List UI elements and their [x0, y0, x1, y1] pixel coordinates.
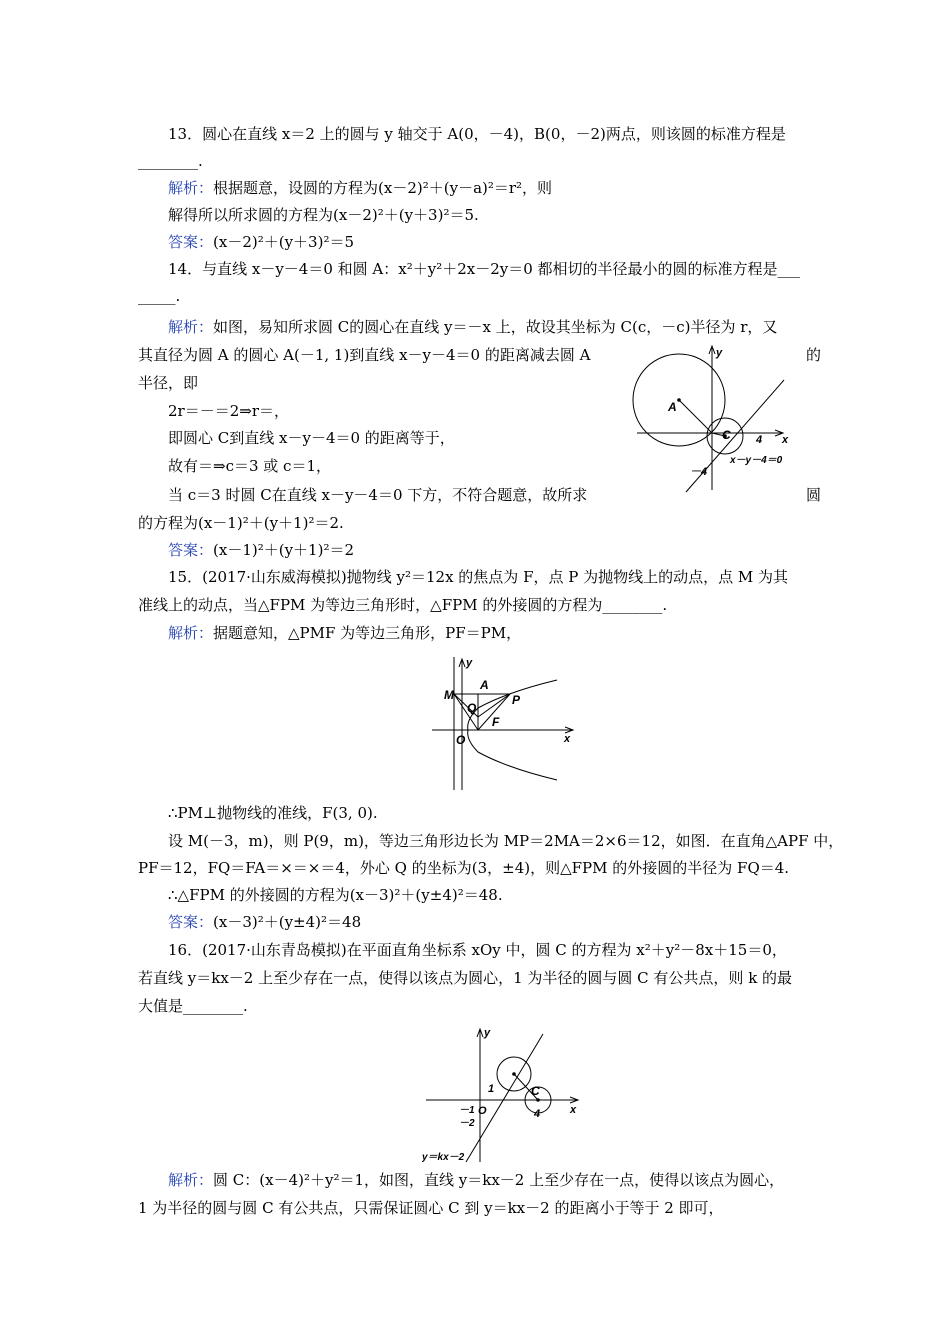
q13-stem-line1: 13．圆心在直线 x＝2 上的圆与 y 轴交于 A(0，－4)，B(0，－2)两点，则该圆的标准方程是 [168, 125, 786, 143]
point-m-label: M [444, 688, 454, 702]
analysis-label: 解析： [168, 624, 214, 642]
q16-stem-line3: 大值是________. [138, 997, 248, 1015]
q15-analysis-3: 设 M(－3，m)，则 P(9，m)，等边三角形边长为 MP＝2MA＝2×6＝12，如图．在直角△APF 中， [168, 832, 844, 850]
q15-analysis-4: PF＝12，FQ＝FA＝×＝×＝4，外心 Q 的坐标为(3，±4)，则△FPM 的外接圆的半径为 FQ＝4. [138, 859, 790, 877]
q14-analysis-text: 如图，易知所求圆 C的圆心在直线 y＝－x 上，故设其坐标为 C(c，－c)半径为 r，又 [213, 318, 778, 336]
tick-neg2-label: －2 [459, 1118, 475, 1129]
x-label: x [782, 434, 789, 446]
analysis-label: 解析： [168, 1171, 214, 1189]
q14-analysis-2a: 其直径为圆 A 的圆心 A(－1, 1)到直线 x－y－4＝0 的距离减去圆 A [138, 346, 591, 364]
line-equation-label: x－y－4＝0 [730, 455, 783, 466]
point-a-label: A [668, 400, 677, 414]
tick-neg4-label: －4 [690, 466, 708, 478]
line-equation-label: y＝kx－2 [422, 1152, 465, 1163]
q15-analysis-text: 据题意知，△PMF 为等边三角形，PF＝PM， [213, 624, 522, 642]
q14-analysis-2b: 的 [806, 346, 822, 364]
analysis-label: 解析： [168, 318, 214, 336]
x-label: x [570, 1104, 577, 1116]
q13-analysis-text: 根据题意，设圆的方程为(x－2)²＋(y－a)²＝r²，则 [213, 179, 553, 197]
q14-stem-line1: 14．与直线 x－y－4＝0 和圆 A：x²＋y²＋2x－2y＝0 都相切的半径最小的圆的标准方程是___ [168, 260, 801, 278]
point-f-label: F [492, 715, 500, 729]
y-label: y [484, 1027, 491, 1039]
q14-analysis-7a: 当 c＝3 时圆 C在直线 x－y－4＝0 下方，不符合题意，故所求 [168, 486, 588, 504]
q13-answer-text: (x－2)²＋(y＋3)²＝5 [213, 233, 355, 251]
q15-stem-line2: 准线上的动点，当△FPM 为等边三角形时，△FPM 的外接圆的方程为________. [138, 596, 668, 614]
point-q-label: Q [467, 701, 477, 715]
tick-1-label: 1 [488, 1083, 495, 1095]
q16-stem-line2: 若直线 y＝kx－2 上至少存在一点，使得以该点为圆心，1 为半径的圆与圆 C 有公共点，则 k 的最 [138, 969, 793, 987]
q14-analysis-3: 半径，即 [138, 374, 199, 392]
q14-analysis-5: 即圆心 C到直线 x－y－4＝0 的距离等于， [168, 429, 455, 447]
origin-label: O [478, 1105, 487, 1117]
q15-answer [168, 912, 361, 932]
q15-analysis-1 [168, 623, 521, 643]
tick-4-label: 4 [756, 434, 763, 446]
q15-analysis-2: ∴PM⊥抛物线的准线，F(3, 0). [168, 804, 378, 822]
q16-stem-line1: 16．(2017·山东青岛模拟)在平面直角坐标系 xOy 中，圆 C 的方程为 x²＋y²－8x＋15＝0， [168, 941, 787, 959]
q14-analysis-6: 故有＝⇒c＝3 或 c＝1， [168, 457, 331, 475]
q16-figure [422, 1024, 582, 1164]
q14-analysis-4: 2r＝－＝2⇒r＝， [168, 402, 289, 420]
q15-figure [432, 652, 582, 792]
q14-figure [632, 340, 802, 495]
y-label: y [466, 657, 473, 669]
x-label: x [564, 733, 571, 745]
q14-analysis-8: 的方程为(x－1)²＋(y＋1)²＝2. [138, 514, 344, 532]
q13-blank: ________. [138, 152, 203, 170]
q14-answer-text: (x－1)²＋(y＋1)²＝2 [213, 541, 355, 559]
q15-stem-line1: 15．(2017·山东威海模拟)抛物线 y²＝12x 的焦点为 F，点 P 为抛物线上的动点，点 M 为其 [168, 568, 789, 586]
q16-analysis-1 [168, 1170, 784, 1190]
q14-analysis-7b: 圆 [806, 486, 822, 504]
answer-label: 答案： [168, 541, 214, 559]
point-a-label: A [480, 678, 489, 692]
origin-label: O [456, 733, 466, 747]
answer-label: 答案： [168, 913, 214, 931]
q14-answer [168, 540, 354, 560]
q16-analysis-2: 1 为半径的圆与圆 C 有公共点，只需保证圆心 C 到 y＝kx－2 的距离小于等于 2 即可， [138, 1199, 724, 1217]
q13-answer [168, 232, 354, 252]
q15-analysis-5: ∴△FPM 的外接圆的方程为(x－3)²＋(y±4)²＝48. [168, 886, 503, 904]
analysis-label: 解析： [168, 179, 214, 197]
q14-analysis-1 [168, 317, 777, 337]
q15-answer-text: (x－3)²＋(y±4)²＝48 [213, 913, 362, 931]
q16-analysis-text: 圆 C：(x－4)²＋y²＝1，如图，直线 y＝kx－2 上至少存在一点，使得以该点为圆心， [213, 1171, 785, 1189]
tick-neg1-label: －1 [459, 1105, 475, 1116]
q13-analysis-1 [168, 178, 552, 198]
point-p-label: P [512, 693, 521, 707]
q13-analysis-2: 解得所以所求圆的方程为(x－2)²＋(y＋3)²＝5. [168, 206, 479, 224]
answer-label: 答案： [168, 233, 214, 251]
point-c-label: C [722, 428, 731, 442]
y-label: y [716, 347, 723, 359]
point-c-label: C [531, 1084, 540, 1098]
tick-4-label: 4 [534, 1108, 541, 1120]
q14-blank: _____. [138, 287, 181, 305]
line-y-kx-2 [466, 1034, 543, 1162]
